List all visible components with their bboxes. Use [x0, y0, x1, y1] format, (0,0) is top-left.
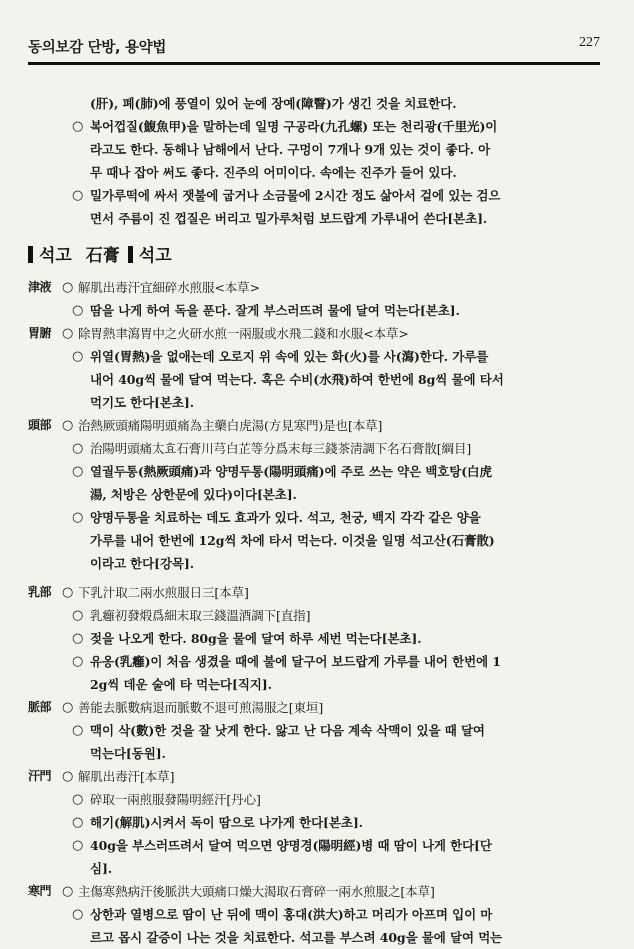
- category-label: 乳部: [28, 585, 52, 599]
- bullet-circle: ○: [62, 418, 74, 433]
- text-line: 라고도 한다. 동해나 남해에서 난다. 구멍이 7개나 9개 있는 것이 좋다. 아: [90, 142, 491, 157]
- entry-line: ○ 治陽明頭痛太효石膏川芎白芷等分爲末每三錢茶淸調下名石膏散[綱目]: [28, 437, 604, 460]
- bullet-circle: ○: [72, 464, 84, 479]
- entry-line: ○ 40g을 부스러뜨려서 달여 먹으면 양명경(陽明經)병 때 땀이 나게 한다[단: [28, 834, 604, 857]
- bullet-circle: ○: [72, 119, 84, 134]
- section-heading: 석고 石膏 석고: [28, 236, 604, 276]
- bullet-circle: ○: [72, 631, 84, 646]
- text-line: 무 때나 잡아 써도 좋다. 진주의 어미이다. 속에는 진주가 들어 있다.: [90, 165, 457, 180]
- entry-line: 津液 ○ 解肌出毒汗宜細碎水煎服<本草>: [28, 276, 604, 299]
- entry-line: 湯, 처방은 상한문에 있다)이다[본초].: [90, 487, 297, 502]
- category-label: 脈部: [28, 700, 52, 714]
- bullet-circle: ○: [62, 884, 74, 899]
- bullet-circle: ○: [62, 326, 74, 341]
- page-header: [28, 32, 600, 65]
- category-label: 胃腑: [28, 326, 52, 340]
- bullet-circle: ○: [72, 838, 84, 853]
- bullet-circle: ○: [62, 769, 74, 784]
- category-label: 頭部: [28, 418, 52, 432]
- entry-line: 가루를 내어 한번에 12g씩 차에 타서 먹는다. 이것을 일명 석고산(石膏散): [90, 533, 495, 548]
- entry-line: ○ 상한과 열병으로 땀이 난 뒤에 맥이 홍대(洪大)하고 머리가 아프며 입이 마: [28, 903, 604, 926]
- entry-line: 胃腑 ○ 除胃熱聿瀉胃中之火研水煎一兩服或水飛二錢和水服<本草>: [28, 322, 604, 345]
- text-line: 면서 주름이 진 껍질은 버리고 밀가루처럼 보드랍게 가루내어 쓴다[본초].: [90, 211, 488, 226]
- running-title: 동의보감 단방, 용약법: [28, 40, 167, 56]
- entry-line: 먹는다[동원].: [90, 746, 166, 761]
- entry-line: ○ 맥이 삭(數)한 것을 잘 낫게 한다. 앓고 난 다음 계속 삭맥이 있을 때 달여: [28, 719, 604, 742]
- bullet-circle: ○: [72, 510, 84, 525]
- entry-line: ○ 젖을 나오게 한다. 80g을 물에 달여 하루 세번 먹는다[본초].: [28, 627, 604, 650]
- entry-line: ○ 위열(胃熱)을 없애는데 오로지 위 속에 있는 화(火)를 사(瀉)한다. 가루를: [28, 345, 604, 368]
- bullet-circle: ○: [72, 654, 84, 669]
- bullet-circle: ○: [72, 815, 84, 830]
- bullet-circle: ○: [72, 907, 84, 922]
- entry-line: 이라고 한다[강목].: [90, 556, 194, 571]
- bullet-circle: ○: [72, 723, 84, 738]
- heading-bar-icon: [28, 246, 33, 263]
- entry-line: 내어 40g씩 물에 달여 먹는다. 혹은 수비(水飛)하여 한번에 8g씩 물에 타서: [90, 372, 504, 387]
- entry-line: 먹기도 한다[본초].: [90, 395, 194, 410]
- entry-line: 脈部 ○ 善能去脈數病退而脈數不退可煎湯服之[東垣]: [28, 696, 604, 719]
- entry-line: 頭部 ○ 治熱厥頭痛陽明頭痛為主藥白虎湯(方見寒門)是也[本草]: [28, 414, 604, 437]
- page-body: [28, 92, 604, 949]
- text-line: (肝), 폐(肺)에 풍열이 있어 눈에 장예(障瞖)가 생긴 것을 치료한다.: [90, 96, 457, 111]
- entry-line: 汗門 ○ 解肌出毒汗[本草]: [28, 765, 604, 788]
- text-line: ○ 밀가루떡에 싸서 잿불에 굽거나 소금물에 2시간 정도 삶아서 겉에 있는 검으: [28, 184, 604, 207]
- bullet-circle: ○: [72, 188, 84, 203]
- entry-line: ○ 碎取一兩煎服發陽明經汗[丹心]: [28, 788, 604, 811]
- entry-line: 심].: [90, 861, 113, 876]
- bullet-circle: ○: [62, 585, 74, 600]
- entry-line: ○ 양명두통을 치료하는 데도 효과가 있다. 석고, 천궁, 백지 각각 같은 양을: [28, 506, 604, 529]
- entry-line: 2g씩 데운 술에 타 먹는다[직지].: [90, 677, 272, 692]
- text-line: ○ 복어껍질(鰒魚甲)을 말하는데 일명 구공라(九孔螺) 또는 천리광(千里光)이: [28, 115, 604, 138]
- bullet-circle: ○: [62, 280, 74, 295]
- heading-bar-icon: [128, 246, 133, 263]
- page-number: 227: [579, 35, 600, 50]
- bullet-circle: ○: [72, 608, 84, 623]
- entry-line: ○ 해기(解肌)시켜서 독이 땀으로 나가게 한다[본초].: [28, 811, 604, 834]
- category-label: 寒門: [28, 884, 52, 898]
- bullet-circle: ○: [72, 441, 84, 456]
- entry-line: ○ 땀을 나게 하여 독을 푼다. 잘게 부스러뜨려 물에 달여 먹는다[본초].: [28, 299, 604, 322]
- bullet-circle: ○: [72, 792, 84, 807]
- bullet-circle: ○: [72, 303, 84, 318]
- category-label: 汗門: [28, 769, 52, 783]
- bullet-circle: ○: [62, 700, 74, 715]
- entry-line: ○ 乳癰初發煅爲細末取三錢溫酒調下[直指]: [28, 604, 604, 627]
- bullet-circle: ○: [72, 349, 84, 364]
- entry-line: 르고 몹시 갈증이 나는 것을 치료한다. 석고를 부스려 40g을 물에 달여 먹는: [90, 930, 503, 945]
- category-label: 津液: [28, 280, 52, 294]
- entry-line: 寒門 ○ 主傷寒熱病汗後脈洪大頭痛口燥大渴取石膏碎一兩水煎服之[本草]: [28, 880, 604, 903]
- entry-line: 乳部 ○ 下乳汁取二兩水煎服日三[本草]: [28, 581, 604, 604]
- entry-line: ○ 유옹(乳癰)이 처음 생겼을 때에 불에 달구어 보드랍게 가루를 내어 한번에 1: [28, 650, 604, 673]
- entry-line: ○ 열궐두통(熱厥頭痛)과 양명두통(陽明頭痛)에 주로 쓰는 약은 백호탕(白虎: [28, 460, 604, 483]
